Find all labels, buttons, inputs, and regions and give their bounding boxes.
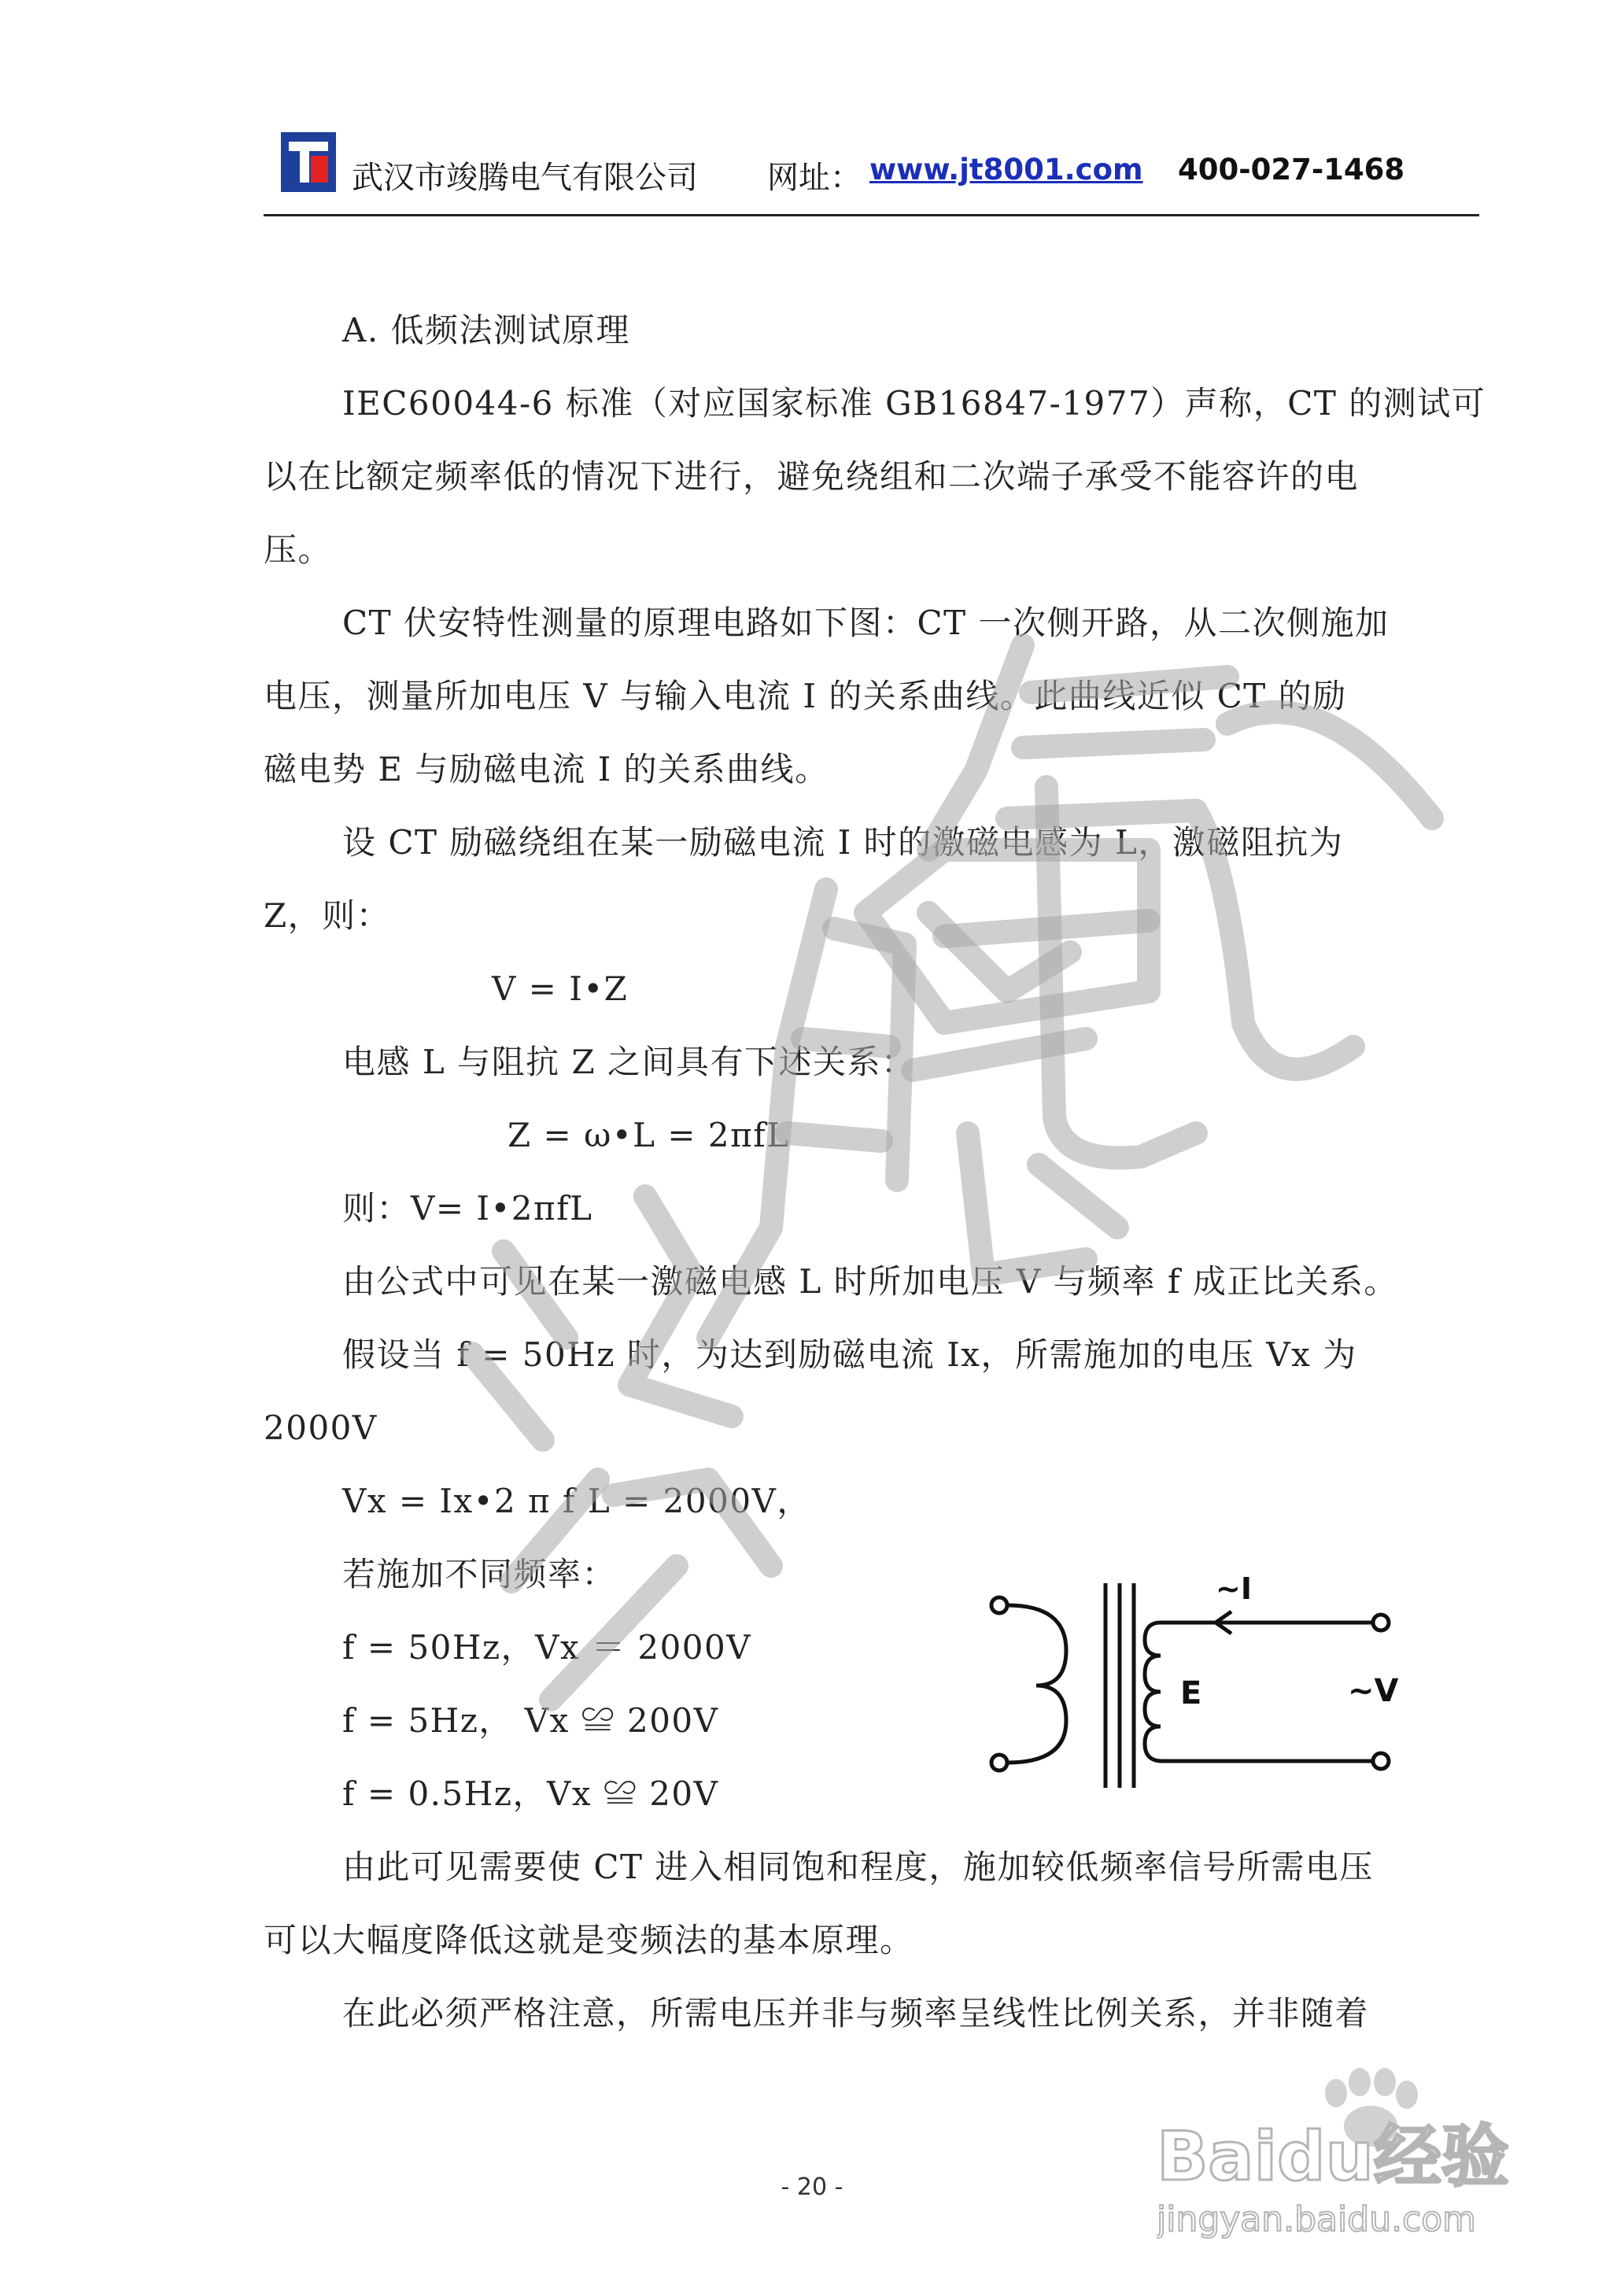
paragraph-line: Z，则： [264, 896, 391, 935]
formula-z: Z = ω•L = 2πfL [507, 1116, 790, 1154]
paragraph-line: 假设当 f = 50Hz 时，为达到励磁电流 Ix，所需施加的电压 Vx 为 [342, 1335, 1357, 1374]
paragraph-line: 以在比额定频率低的情况下进行，避免绕组和二次端子承受不能容许的电 [264, 457, 1360, 496]
header-divider [264, 214, 1479, 216]
section-heading: A. 低频法测试原理 [342, 311, 631, 349]
primary-terminal-top [991, 1597, 1007, 1613]
ct-circuit-diagram [980, 1567, 1420, 1796]
formula-v-iz: V = I•Z [492, 969, 629, 1008]
paragraph-line: CT 伏安特性测量的原理电路如下图：CT 一次侧开路，从二次侧施加 [342, 604, 1390, 642]
paragraph-line: 电感 L 与阻抗 Z 之间具有下述关系： [342, 1043, 916, 1081]
primary-winding [1007, 1605, 1066, 1763]
paragraph-line: IEC60044-6 标准（对应国家标准 GB16847-1977）声称，CT 的测试可 [342, 384, 1486, 423]
secondary-terminal-top [1373, 1615, 1389, 1630]
company-logo-icon [281, 132, 336, 192]
paragraph-line: 2000V [264, 1409, 378, 1447]
paragraph-line: 可以大幅度降低这就是变频法的基本原理。 [264, 1921, 914, 1959]
frequency-case: f = 5Hz， Vx ≌ 200V [342, 1701, 719, 1740]
secondary-winding [1145, 1623, 1373, 1761]
page-header [264, 132, 1479, 217]
baidu-watermark-logo [1157, 2062, 1566, 2243]
paragraph-line: 若施加不同频率： [342, 1555, 617, 1593]
paragraph-line: 电压，测量所加电压 V 与输入电流 I 的关系曲线。此曲线近似 CT 的励 [264, 677, 1347, 715]
baidu-logo-text: Baidu经验 [1157, 2118, 1509, 2196]
company-name: 武汉市竣腾电气有限公司 [352, 160, 698, 196]
phone-number: 400-027-1468 [1178, 153, 1405, 186]
voltage-label: ~V [1348, 1673, 1399, 1709]
formula-v: 则：V= I•2πfL [342, 1189, 593, 1228]
paragraph-line: 设 CT 励磁绕组在某一励磁电流 I 时的激磁电感为 L，激磁阻抗为 [342, 823, 1344, 862]
formula-vx: Vx = Ix•2 π f L = 2000V， [342, 1482, 811, 1520]
paragraph-line: 由公式中可见在某一激磁电感 L 时所加电压 V 与频率 f 成正比关系。 [342, 1262, 1398, 1301]
paragraph-line: 压。 [264, 530, 333, 569]
website-link[interactable]: www.jt8001.com [869, 153, 1143, 186]
current-label: ~I [1216, 1571, 1252, 1606]
baidu-url-text: jingyan.baidu.com [1157, 2199, 1477, 2239]
emf-label: E [1180, 1675, 1202, 1711]
paragraph-line: 在此必须严格注意，所需电压并非与频率呈线性比例关系，并非随着 [342, 1994, 1370, 2033]
website-label: 网址： [767, 160, 862, 196]
page-number: - 20 - [781, 2173, 843, 2201]
secondary-terminal-bottom [1373, 1753, 1389, 1769]
paragraph-line: 由此可见需要使 CT 进入相同饱和程度，施加较低频率信号所需电压 [342, 1848, 1374, 1886]
paragraph-line: 磁电势 E 与励磁电流 I 的关系曲线。 [264, 750, 829, 788]
frequency-case: f = 0.5Hz，Vx ≌ 20V [342, 1774, 719, 1813]
primary-terminal-bottom [991, 1755, 1007, 1771]
frequency-case: f = 50Hz，Vx ＝ 2000V [342, 1628, 752, 1667]
